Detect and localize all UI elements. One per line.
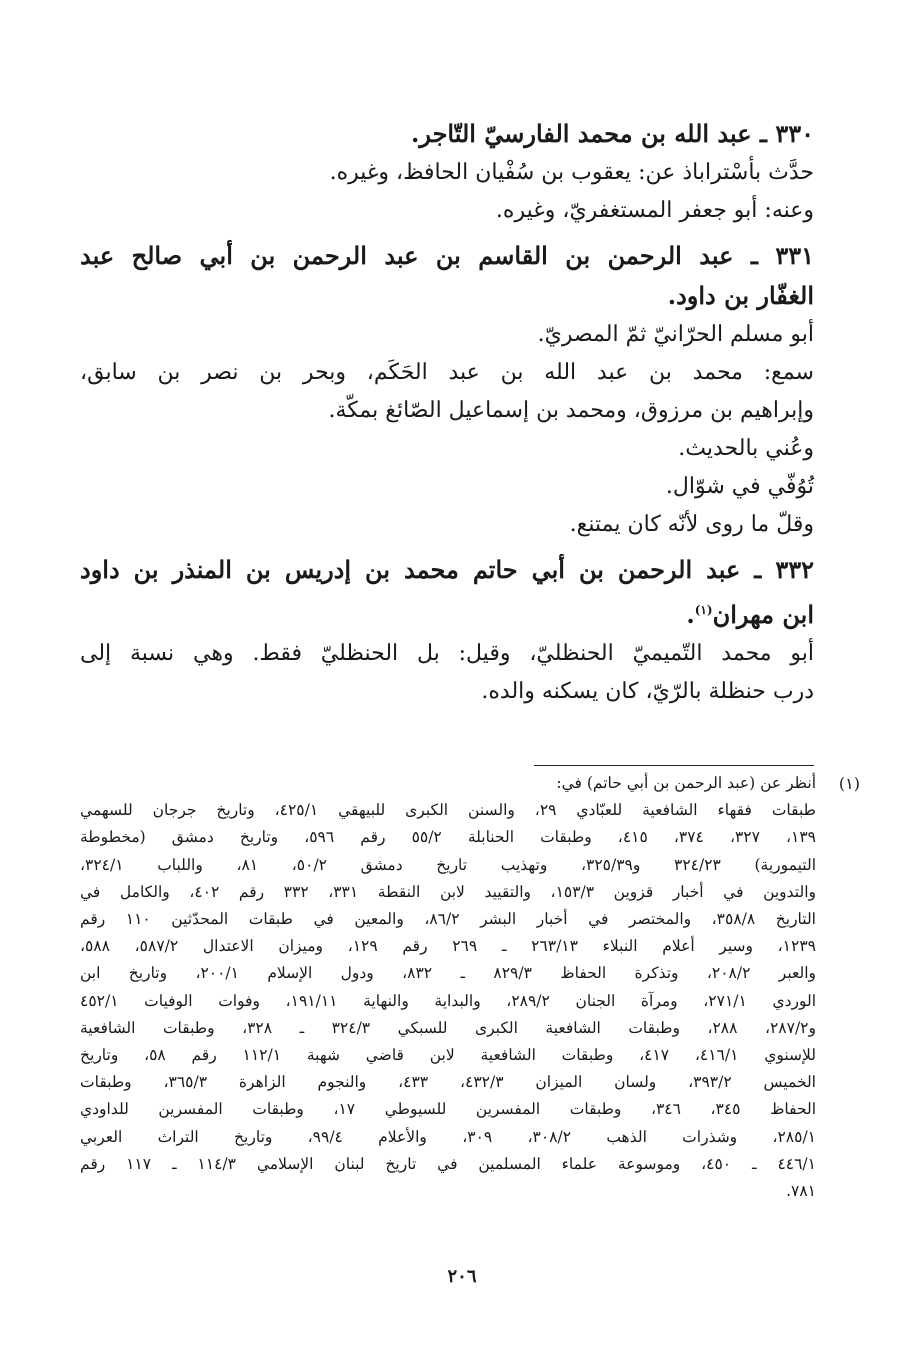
footnote-line: الخميس ٣٩٣/٢، ولسان الميزان ٤٣٢/٣، ٤٣٣، والنجوم الزاهرة ٣٦٥/٣، وطبقات: [80, 1073, 816, 1092]
entry-heading-continued: [80, 590, 814, 635]
entry-heading-end: .: [686, 600, 695, 629]
footnote-line: [80, 770, 860, 797]
page-number: ٢٠٦: [447, 1266, 477, 1287]
footnote-line: ٤٤٦/١ ـ ٤٥٠، وموسوعة علماء المسلمين في تاريخ لبنان الإسلامي ١١٤/٣ ـ ١١٧ رقم: [80, 1154, 816, 1173]
footnote-line: ١٣٩، ٣٢٧، ٣٧٤، ٤١٥، وطبقات الحنابلة ٥٥/٢ رقم ٥٩٦، وتاريخ دمشق (مخطوطة: [80, 828, 816, 847]
entry-body-line: أبو محمد التّميميّ الحنظليّ، وقيل: بل الحنظليّ فقط. وهي نسبة إلى: [80, 641, 814, 666]
footnote-line: و٢٨٧/٢، ٢٨٨، وطبقات الشافعية الكبرى للسبكي ٣٢٤/٣ ـ ٣٢٨، وطبقات الشافعية: [80, 1018, 816, 1037]
entry-body-line: تُوُفّي في شوّال.: [665, 474, 814, 499]
entry-body-line: وإبراهيم بن مرزوق، ومحمد بن إسماعيل الصّائغ بمكّة.: [328, 398, 814, 423]
footnote-line: والعبر ٢٠٨/٢، وتذكرة الحفاظ ٨٢٩/٣ ـ ٨٣٢، ودول الإسلام ٢٠٠/١، وتاريخ ابن: [80, 964, 816, 983]
entry-heading: ٣٣٠ ـ عبد الله بن محمد الفارسيّ التّاجر.: [410, 119, 814, 148]
entry-body-line: درب حنظلة بالرّيّ، كان يسكنه والده.: [481, 679, 814, 704]
footnote-divider: [534, 765, 814, 766]
entry-body-line: حدَّث بأسْتراباذ عن: يعقوب بن سُفْيان الحافظ، وغيره.: [329, 160, 814, 185]
footnote-reference[interactable]: (١): [694, 603, 713, 617]
footnote-line: طبقات فقهاء الشافعية للعبّادي ٢٩، والسنن الكبرى للبيهقي ٤٢٥/١، وتاريخ جرجان للسهمي: [80, 801, 816, 820]
footnote-line: ١٢٣٩، وسير أعلام النبلاء ٢٦٣/١٣ ـ ٢٦٩ رقم ١٢٩، وميزان الاعتدال ٥٨٧/٢، ٥٨٨،: [80, 937, 816, 956]
footnote-line: للإسنوي ٤١٦/١، ٤١٧، وطبقات الشافعية لابن قاضي شهبة ١١٢/١ رقم ٥٨، وتاريخ: [80, 1046, 816, 1065]
footnote-text: أنظر عن (عبد الرحمن بن أبي حاتم) في:: [556, 774, 816, 792]
entry-heading: ٣٣٢ ـ عبد الرحمن بن أبي حاتم محمد بن إدريس بن المنذر بن داود: [80, 555, 814, 584]
footnote-line: التيمورية) ٣٢٤/٢٣ و٣٢٥/٣٩، وتهذيب تاريخ دمشق ٥٠/٢، ٨١، واللباب ٣٢٤/١،: [80, 855, 817, 874]
entry-body-line: سمع: محمد بن عبد الله بن عبد الحَكَم، وبحر بن نصر بن سابق،: [80, 360, 814, 385]
entry-body-line: وعُني بالحديث.: [678, 436, 814, 461]
footnotes: [80, 770, 860, 1205]
footnote-line: ٢٨٥/١، وشذرات الذهب ٣٠٨/٢، ٣٠٩، والأعلام ٩٩/٤، وتاريخ التراث العربي: [80, 1127, 817, 1146]
entry-heading: ٣٣١ ـ عبد الرحمن بن القاسم بن عبد الرحمن بن أبي صالح عبد: [80, 241, 814, 270]
footnote-line: التاريخ ٣٥٨/٨، والمختصر في أخبار البشر ٨٦/٢، والمعين في طبقات المحدّثين ١١٠ رقم: [80, 910, 816, 929]
footnote-line: ٧٨١.: [786, 1182, 816, 1201]
entry-body-line: وعنه: أبو جعفر المستغفريّ، وغيره.: [495, 198, 814, 223]
main-text: [80, 108, 814, 711]
entry-heading-continued: الغفّار بن داود.: [667, 281, 814, 310]
entry-body-line: وقلّ ما روى لأنّه كان يمتنع.: [569, 512, 814, 537]
footnote-line: والتدوين في أخبار قزوين ١٥٣/٣، والتقييد لابن النقطة ٣٣١، ٣٣٢ رقم ٤٠٢، والكامل في: [80, 882, 816, 901]
footnote-line: الوردي ٢٧١/١، ومرآة الجنان ٢٨٩/٢، والبداية والنهاية ١٩١/١١، وفوات الوفيات ٤٥٢/١: [80, 991, 817, 1010]
footnote-line: الحفاظ ٣٤٥، ٣٤٦، وطبقات المفسرين للسيوطي ١٧، وطبقات المفسرين للداودي: [80, 1100, 817, 1119]
entry-heading-text: ابن مهران: [712, 600, 814, 629]
footnote-marker: (١): [838, 774, 860, 793]
entry-body-line: أبو مسلم الحرّانيّ ثمّ المصريّ.: [537, 322, 814, 347]
